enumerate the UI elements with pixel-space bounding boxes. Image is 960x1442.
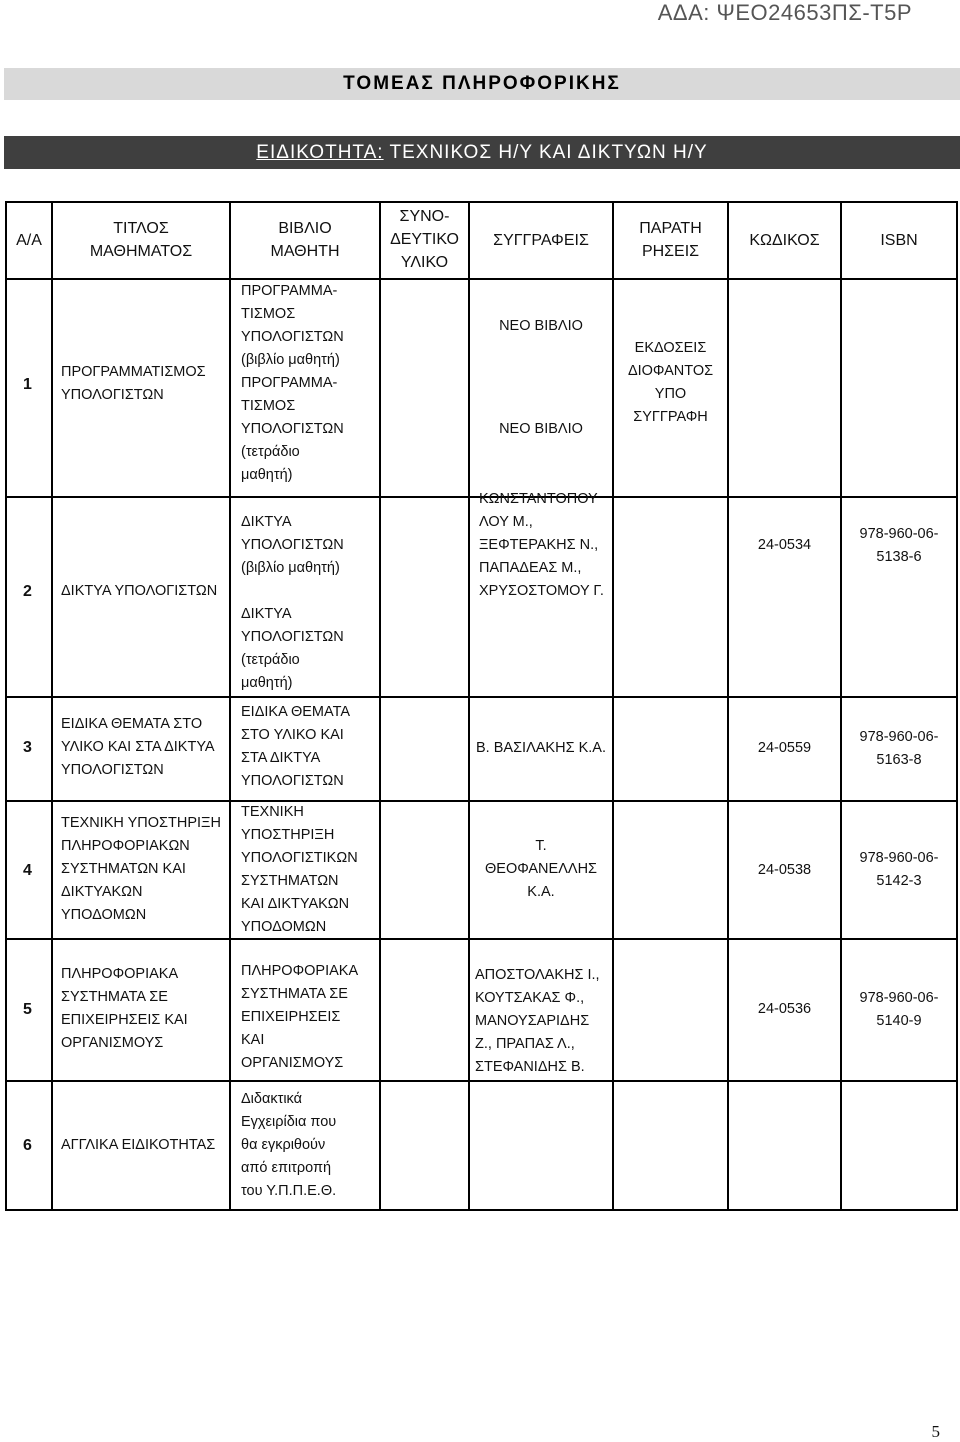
grid-line (51, 201, 53, 1211)
course-title: ΠΛΗΡΟΦΟΡΙΑΚΑ ΣΥΣΤΗΜΑΤΑ ΣΕ ΕΠΙΧΕΙΡΗΣΕΙΣ ΚΑΙ ΟΡΓΑΝΙΣΜΟΥΣ (61, 966, 188, 1051)
course-title: ΠΡΟΓΡΑΜΜΑΤΙΣΜΟΣ ΥΠΟΛΟΓΙΣΤΩΝ (61, 364, 206, 403)
grid-line (727, 201, 729, 1211)
grid-line (5, 201, 958, 203)
grid-line (379, 201, 381, 1211)
course-title: ΑΓΓΛΙΚΑ ΕΙΔΙΚΟΤΗΤΑΣ (61, 1137, 216, 1153)
specialty-title (256, 142, 707, 164)
grid-line (468, 201, 470, 1211)
book-code: 24-0536 (757, 1001, 812, 1017)
row-number: 3 (23, 739, 32, 756)
row-number: 4 (23, 862, 32, 879)
row-number: 5 (23, 1001, 32, 1018)
student-book: ΠΡΟΓΡΑΜΜΑ- ΤΙΣΜΟΣ ΥΠΟΛΟΓΙΣΤΩΝ (βιβλίο μαθητή) (241, 283, 344, 368)
grid-line (229, 201, 231, 1211)
page-number: 5 (931, 1422, 940, 1441)
book-code: 24-0534 (757, 537, 812, 553)
student-workbook: ΠΡΟΓΡΑΜΜΑ- ΤΙΣΜΟΣ ΥΠΟΛΟΓΙΣΤΩΝ (τετράδιο μαθητή) (241, 375, 344, 483)
document-code: ΑΔΑ: ΨΕΟ24653ΠΣ-Τ5Ρ (657, 0, 912, 25)
header-isbn: ISBN (880, 232, 918, 249)
authors: Β. ΒΑΣΙΛΑΚΗΣ Κ.Α. (476, 740, 606, 756)
header-book: ΒΙΒΛΙΟ ΜΑΘΗΤΗ (270, 220, 340, 260)
isbn: 978-960-06- 5138-6 (859, 526, 939, 565)
student-book: ΠΛΗΡΟΦΟΡΙΑΚΑ ΣΥΣΤΗΜΑΤΑ ΣΕ ΕΠΙΧΕΙΡΗΣΕΙΣ ΚΑΙ ΟΡΓΑΝΙΣΜΟΥΣ (241, 963, 359, 1071)
student-book: ΕΙΔΙΚΑ ΘΕΜΑΤΑ ΣΤΟ ΥΛΙΚΟ ΚΑΙ ΣΤΑ ΔΙΚΤΥΑ ΥΠΟΛΟΓΙΣΤΩΝ (241, 704, 351, 789)
grid-line (5, 278, 958, 280)
specialty-header (4, 136, 960, 169)
course-title: ΔΙΚΤΥΑ ΥΠΟΛΟΓΙΣΤΩΝ (61, 583, 218, 599)
header-code: ΚΩΔΙΚΟΣ (749, 232, 820, 249)
grid-line (5, 938, 958, 940)
specialty-name: ΤΕΧΝΙΚΟΣ Η/Υ ΚΑΙ ΔΙΚΤΥΩΝ Η/Υ (389, 141, 708, 163)
header-notes: ΠΑΡΑΤΗ ΡΗΣΕΙΣ (639, 220, 702, 260)
grid-line (5, 201, 7, 1211)
notes: ΕΚΔΟΣΕΙΣ ΔΙΟΦΑΝΤΟΣ ΥΠΟ ΣΥΓΓΡΑΦΗ (627, 340, 714, 425)
header-aux: ΣΥΝΟ- ΔΕΥΤΙΚΟ ΥΛΙΚΟ (390, 208, 459, 271)
isbn: 978-960-06- 5142-3 (859, 850, 939, 889)
textbook-table (5, 201, 958, 1211)
student-workbook: ΔΙΚΤΥΑ ΥΠΟΛΟΓΙΣΤΩΝ (τετράδιο μαθητή) (241, 606, 344, 691)
isbn: 978-960-06- 5140-9 (859, 990, 939, 1029)
student-book: ΤΕΧΝΙΚΗ ΥΠΟΣΤΗΡΙΞΗ ΥΠΟΛΟΓΙΣΤΙΚΩΝ ΣΥΣΤΗΜΑΤΩΝ ΚΑΙ ΔΙΚΤΥΑΚΩΝ ΥΠΟΔΟΜΩΝ (241, 804, 358, 935)
row-number: 1 (23, 376, 32, 393)
row-number: 6 (23, 1137, 32, 1154)
authors: ΚΩΝΣΤΑΝΤΟΠΟΥ ΛΟΥ Μ., ΞΕΦΤΕΡΑΚΗΣ Ν., ΠΑΠΑΔΕΑΣ Μ., ΧΡΥΣΟΣΤΟΜΟΥ Γ. (479, 491, 604, 599)
book-code: 24-0559 (757, 740, 812, 756)
sector-title: ΤΟΜΕΑΣ ΠΛΗΡΟΦΟΡΙΚΗΣ (343, 73, 621, 94)
isbn: 978-960-06- 5163-8 (859, 729, 939, 768)
grid-line (840, 201, 842, 1211)
authors: ΝΕΟ ΒΙΒΛΙΟ (499, 421, 583, 437)
student-book: Διδακτικά Εγχειρίδια που θα εγκριθούν από επιτροπή του Υ.Π.Π.Ε.Θ. (241, 1091, 337, 1199)
header-aa: Α/Α (16, 232, 42, 249)
specialty-label: ΕΙΔΙΚΟΤΗΤΑ: (256, 141, 384, 163)
authors: ΑΠΟΣΤΟΛΑΚΗΣ Ι., ΚΟΥΤΣΑΚΑΣ Φ., ΜΑΝΟΥΣΑΡΙΔΗΣ Ζ., ΠΡΑΠΑΣ Λ., ΣΤΕΦΑΝΙΔΗΣ Β. (475, 967, 600, 1075)
row-number: 2 (23, 583, 32, 600)
header-authors: ΣΥΓΓΡΑΦΕΙΣ (493, 232, 589, 249)
authors: ΝΕΟ ΒΙΒΛΙΟ (499, 318, 583, 334)
student-book: ΔΙΚΤΥΑ ΥΠΟΛΟΓΙΣΤΩΝ (βιβλίο μαθητή) (241, 514, 344, 576)
grid-line (5, 1209, 958, 1211)
grid-line (956, 201, 958, 1211)
course-title: ΕΙΔΙΚΑ ΘΕΜΑΤΑ ΣΤΟ ΥΛΙΚΟ ΚΑΙ ΣΤΑ ΔΙΚΤΥΑ ΥΠΟΛΟΓΙΣΤΩΝ (61, 716, 215, 778)
grid-line (5, 696, 958, 698)
grid-line (5, 800, 958, 802)
grid-line (5, 1080, 958, 1082)
sector-header (4, 68, 960, 100)
book-code: 24-0538 (757, 862, 812, 878)
course-title: ΤΕΧΝΙΚΗ ΥΠΟΣΤΗΡΙΞΗ ΠΛΗΡΟΦΟΡΙΑΚΩΝ ΣΥΣΤΗΜΑΤΩΝ ΚΑΙ ΔΙΚΤΥΑΚΩΝ ΥΠΟΔΟΜΩΝ (61, 815, 221, 923)
authors: Τ. ΘΕΟΦΑΝΕΛΛΗΣ Κ.Α. (485, 838, 597, 900)
header-title: ΤΙΤΛΟΣ ΜΑΘΗΜΑΤΟΣ (89, 220, 193, 260)
